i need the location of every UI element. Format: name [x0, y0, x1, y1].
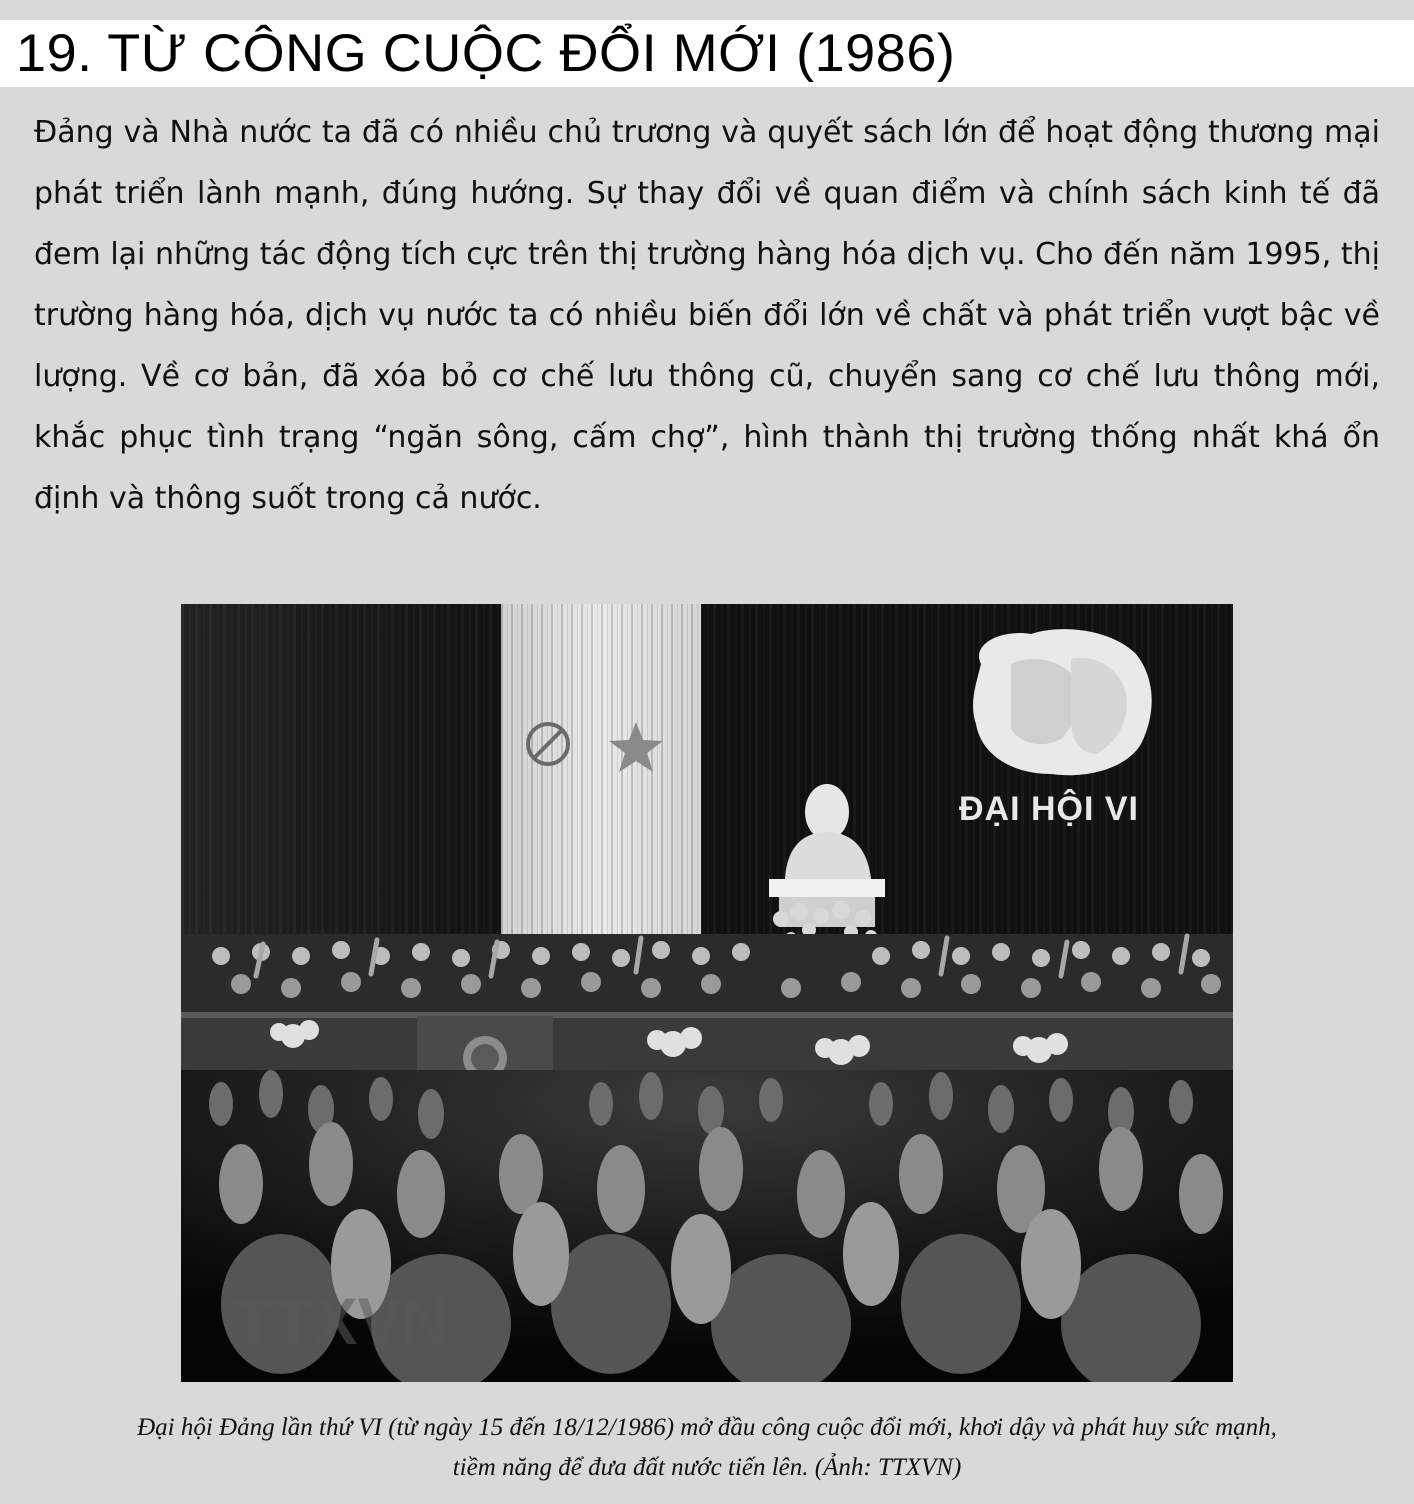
congress-photo: [181, 604, 1233, 1382]
article-paragraph: Đảng và Nhà nước ta đã có nhiều chủ trương và quyết sách lớn để hoạt động thương mại phát triển lành mạnh, đúng hướng. Sự thay đổi về quan điểm và chính sách kinh tế đã đem lại những tác động tích cực trên thị trường hàng hóa dịch vụ. Cho đến năm 1995, thị trường hàng hóa, dịch vụ nước ta có nhiều biến đổi lớn về chất và phát triển vượt bậc về lượng. Về cơ bản, đã xóa bỏ cơ chế lưu thông cũ, chuyển sang cơ chế lưu thông mới, khắc phục tình trạng “ngăn sông, cấm chợ”, hình thành thị trường thống nhất khá ổn định và thông suốt trong cả nước.: [34, 115, 1380, 516]
photo-caption: [40, 1408, 1374, 1488]
presidium-table: [181, 1012, 1233, 1072]
caption-line-2: tiềm năng để đưa đất nước tiến lên. (Ảnh: TTXVN): [452, 1454, 962, 1481]
caption-line-1: Đại hội Đảng lần thứ VI (từ ngày 15 đến 18/12/1986) mở đầu công cuộc đổi mới, khơi dậy và phát huy sức mạnh,: [137, 1414, 1277, 1441]
page-title: 19. TỪ CÔNG CUỘC ĐỔI MỚI (1986): [16, 24, 956, 83]
congress-photo-illustration: [181, 604, 1233, 1382]
banner-text: ĐẠI HỘI VI: [958, 790, 1140, 828]
relief-portrait: [973, 629, 1152, 775]
watermark-text: TTXVN: [232, 1284, 450, 1358]
